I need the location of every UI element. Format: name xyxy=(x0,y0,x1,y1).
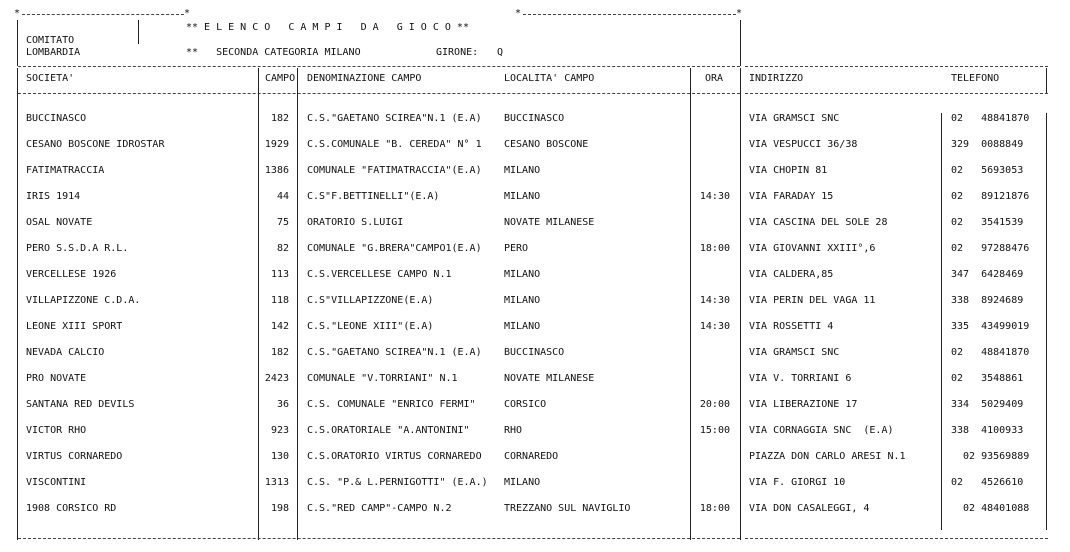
cell-campo: 198 xyxy=(270,503,289,514)
cell-denominazione: C.S.ORATORIALE "A.ANTONINI" xyxy=(307,425,470,436)
column-header-denominazione: DENOMINAZIONE CAMPO xyxy=(307,73,422,84)
cell-ora: 20:00 xyxy=(699,399,730,410)
cell-societa: NEVADA CALCIO xyxy=(26,347,105,358)
cell-indirizzo: VIA DON CASALEGGI, 4 xyxy=(749,503,870,514)
cell-denominazione: C.S"F.BETTINELLI"(E.A) xyxy=(307,191,440,202)
document-title: ** E L E N C O C A M P I D A G I O C O ** xyxy=(186,22,469,33)
cell-telefono: 02 4526610 xyxy=(951,477,1024,488)
cell-societa: LEONE XIII SPORT xyxy=(26,321,123,332)
cell-campo: 118 xyxy=(270,295,289,306)
column-rule xyxy=(17,68,18,540)
cell-indirizzo: VIA ROSSETTI 4 xyxy=(749,321,834,332)
cell-societa: 1908 CORSICO RD xyxy=(26,503,117,514)
header-bottom-rule xyxy=(18,66,740,67)
cell-indirizzo: VIA CHOPIN 81 xyxy=(749,165,828,176)
committee-line-1: COMITATO xyxy=(26,35,75,46)
cell-telefono: 02 5693053 xyxy=(951,165,1024,176)
cell-indirizzo: VIA V. TORRIANI 6 xyxy=(749,373,852,384)
cell-telefono: 02 89121876 xyxy=(951,191,1030,202)
cell-indirizzo: VIA CALDERA,85 xyxy=(749,269,834,280)
column-header-campo: CAMPO xyxy=(265,73,296,84)
cell-campo: 182 xyxy=(270,113,289,124)
column-header-localita: LOCALITA' CAMPO xyxy=(504,73,595,84)
cell-denominazione: COMUNALE "G.BRERA"CAMPO1(E.A) xyxy=(307,243,482,254)
column-rule xyxy=(258,68,259,540)
top-border-right xyxy=(523,14,736,15)
cell-indirizzo: VIA GIOVANNI XXIII°,6 xyxy=(749,243,876,254)
cell-telefono: 335 43499019 xyxy=(951,321,1030,332)
cell-indirizzo: VIA F. GIORGI 10 xyxy=(749,477,846,488)
cell-localita: MILANO xyxy=(504,269,541,280)
cell-ora: 14:30 xyxy=(699,321,730,332)
cell-indirizzo: VIA PERIN DEL VAGA 11 xyxy=(749,295,876,306)
header-divider xyxy=(138,20,139,44)
cell-localita: CORNAREDO xyxy=(504,451,559,462)
category-label: ** SECONDA CATEGORIA MILANO xyxy=(186,47,361,58)
committee-line-2: LOMBARDIA xyxy=(26,47,81,58)
corner-asterisk: * xyxy=(14,8,21,19)
cell-denominazione: C.S."RED CAMP"-CAMPO N.2 xyxy=(307,503,452,514)
cell-denominazione: ORATORIO S.LUIGI xyxy=(307,217,404,228)
cell-ora: 14:30 xyxy=(699,295,730,306)
cell-societa: VICTOR RHO xyxy=(26,425,87,436)
corner-asterisk: * xyxy=(515,8,522,19)
cell-ora: 14:30 xyxy=(699,191,730,202)
cell-campo: 36 xyxy=(276,399,289,410)
cell-indirizzo: VIA VESPUCCI 36/38 xyxy=(749,139,858,150)
cell-campo: 130 xyxy=(270,451,289,462)
cell-campo: 113 xyxy=(270,269,289,280)
column-header-rule xyxy=(18,93,740,94)
column-rule xyxy=(297,68,298,540)
cell-denominazione: COMUNALE "V.TORRIANI" N.1 xyxy=(307,373,458,384)
address-right-border xyxy=(1046,113,1047,530)
cell-telefono: 02 48841870 xyxy=(951,347,1030,358)
column-rule xyxy=(690,68,691,540)
column-header-societa: SOCIETA' xyxy=(26,73,75,84)
cell-societa: IRIS 1914 xyxy=(26,191,81,202)
cell-ora: 18:00 xyxy=(699,243,730,254)
cell-societa: BUCCINASCO xyxy=(26,113,87,124)
cell-localita: NOVATE MILANESE xyxy=(504,373,595,384)
cell-campo: 1386 xyxy=(264,165,289,176)
cell-societa: VIRTUS CORNAREDO xyxy=(26,451,123,462)
cell-denominazione: C.S."LEONE XIII"(E.A) xyxy=(307,321,434,332)
phone-divider xyxy=(941,113,942,530)
cell-denominazione: C.S.VERCELLESE CAMPO N.1 xyxy=(307,269,452,280)
column-rule xyxy=(740,68,741,540)
top-border-left xyxy=(22,14,184,15)
address-top-rule xyxy=(745,66,1048,67)
cell-telefono: 02 97288476 xyxy=(951,243,1030,254)
address-right-border xyxy=(1046,68,1047,93)
cell-campo: 82 xyxy=(276,243,289,254)
cell-denominazione: C.S."GAETANO SCIREA"N.1 (E.A) xyxy=(307,113,482,124)
cell-denominazione: C.S."GAETANO SCIREA"N.1 (E.A) xyxy=(307,347,482,358)
cell-campo: 182 xyxy=(270,347,289,358)
cell-denominazione: C.S"VILLAPIZZONE(E.A) xyxy=(307,295,434,306)
girone-value: Q xyxy=(497,47,504,58)
address-bottom-rule xyxy=(745,538,1048,539)
cell-indirizzo: PIAZZA DON CARLO ARESI N.1 xyxy=(749,451,906,462)
cell-localita: MILANO xyxy=(504,165,541,176)
cell-localita: CESANO BOSCONE xyxy=(504,139,589,150)
cell-indirizzo: VIA FARADAY 15 xyxy=(749,191,834,202)
cell-societa: PRO NOVATE xyxy=(26,373,87,384)
cell-telefono: 338 8924689 xyxy=(951,295,1024,306)
cell-telefono: 02 48401088 xyxy=(951,503,1030,514)
cell-telefono: 02 3541539 xyxy=(951,217,1024,228)
bottom-rule xyxy=(18,538,740,539)
cell-campo: 1313 xyxy=(264,477,289,488)
cell-localita: TREZZANO SUL NAVIGLIO xyxy=(504,503,631,514)
cell-telefono: 347 6428469 xyxy=(951,269,1024,280)
cell-campo: 142 xyxy=(270,321,289,332)
cell-telefono: 334 5029409 xyxy=(951,399,1024,410)
cell-indirizzo: VIA CASCINA DEL SOLE 28 xyxy=(749,217,888,228)
cell-societa: VISCONTINI xyxy=(26,477,87,488)
cell-ora: 18:00 xyxy=(699,503,730,514)
header-left-border xyxy=(17,20,18,66)
cell-denominazione: C.S.COMUNALE "B. CEREDA" N° 1 xyxy=(307,139,482,150)
cell-denominazione: COMUNALE "FATIMATRACCIA"(E.A) xyxy=(307,165,482,176)
cell-denominazione: C.S. COMUNALE "ENRICO FERMI" xyxy=(307,399,476,410)
cell-indirizzo: VIA GRAMSCI SNC xyxy=(749,347,840,358)
cell-campo: 2423 xyxy=(264,373,289,384)
cell-indirizzo: VIA GRAMSCI SNC xyxy=(749,113,840,124)
corner-asterisk: * xyxy=(184,8,191,19)
cell-campo: 75 xyxy=(276,217,289,228)
cell-localita: MILANO xyxy=(504,191,541,202)
cell-telefono: 02 48841870 xyxy=(951,113,1030,124)
column-header-telefono: TELEFONO xyxy=(951,73,1000,84)
cell-telefono: 338 4100933 xyxy=(951,425,1024,436)
header-right-border xyxy=(740,20,741,66)
cell-societa: PERO S.S.D.A R.L. xyxy=(26,243,129,254)
cell-localita: MILANO xyxy=(504,295,541,306)
cell-campo: 44 xyxy=(276,191,289,202)
cell-denominazione: C.S. "P.& L.PERNIGOTTI" (E.A.) xyxy=(307,477,488,488)
cell-localita: CORSICO xyxy=(504,399,547,410)
cell-localita: BUCCINASCO xyxy=(504,347,565,358)
cell-societa: VERCELLESE 1926 xyxy=(26,269,117,280)
cell-localita: PERO xyxy=(504,243,529,254)
cell-localita: MILANO xyxy=(504,321,541,332)
cell-indirizzo: VIA CORNAGGIA SNC (E.A) xyxy=(749,425,894,436)
cell-societa: OSAL NOVATE xyxy=(26,217,93,228)
cell-telefono: 329 0088849 xyxy=(951,139,1024,150)
cell-localita: RHO xyxy=(504,425,523,436)
cell-telefono: 02 93569889 xyxy=(951,451,1030,462)
cell-campo: 1929 xyxy=(264,139,289,150)
cell-societa: FATIMATRACCIA xyxy=(26,165,105,176)
cell-telefono: 02 3548861 xyxy=(951,373,1024,384)
cell-ora: 15:00 xyxy=(699,425,730,436)
cell-localita: BUCCINASCO xyxy=(504,113,565,124)
cell-societa: VILLAPIZZONE C.D.A. xyxy=(26,295,141,306)
cell-indirizzo: VIA LIBERAZIONE 17 xyxy=(749,399,858,410)
cell-localita: NOVATE MILANESE xyxy=(504,217,595,228)
girone-label: GIRONE: xyxy=(436,47,479,58)
cell-localita: MILANO xyxy=(504,477,541,488)
address-header-rule xyxy=(745,93,1048,94)
cell-campo: 923 xyxy=(270,425,289,436)
cell-societa: SANTANA RED DEVILS xyxy=(26,399,135,410)
cell-denominazione: C.S.ORATORIO VIRTUS CORNAREDO xyxy=(307,451,482,462)
column-header-ora: ORA xyxy=(705,73,724,84)
corner-asterisk: * xyxy=(736,8,743,19)
cell-societa: CESANO BOSCONE IDROSTAR xyxy=(26,139,165,150)
column-header-indirizzo: INDIRIZZO xyxy=(749,73,804,84)
